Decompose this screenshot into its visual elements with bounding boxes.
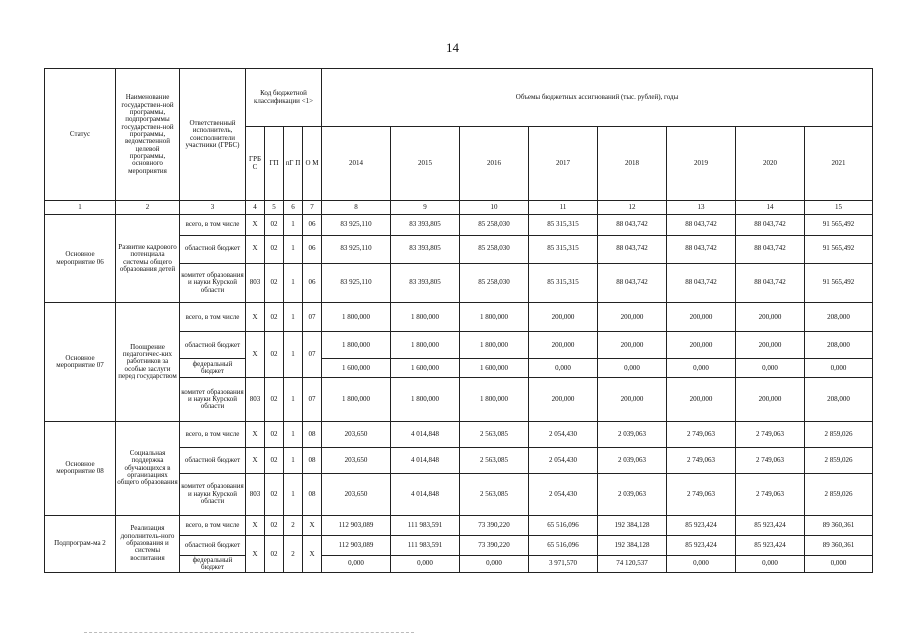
value-2014: 1 800,000	[322, 332, 391, 359]
row-name: Поощрение педагогичес-ких работников за особые заслуги перед государством	[116, 303, 180, 422]
value-2017: 85 315,315	[529, 235, 598, 263]
value-2016: 1 800,000	[460, 378, 529, 422]
value-2015: 83 393,805	[391, 263, 460, 303]
value-2018: 2 039,063	[598, 447, 667, 473]
value-2017: 2 054,430	[529, 447, 598, 473]
value-2016: 2 563,085	[460, 421, 529, 447]
value-2018: 74 120,537	[598, 556, 667, 573]
value-2016: 85 258,030	[460, 235, 529, 263]
value-2017: 85 315,315	[529, 214, 598, 235]
column-number: 1	[45, 201, 116, 215]
value-2015: 83 393,805	[391, 214, 460, 235]
value-2019: 85 923,424	[667, 536, 736, 556]
value-2020: 200,000	[736, 332, 805, 359]
value-2015: 111 983,591	[391, 536, 460, 556]
value-2021: 0,000	[805, 359, 873, 378]
row-responsible: всего, в том числе	[180, 303, 246, 332]
value-2017: 65 516,096	[529, 515, 598, 536]
code-om: Х	[303, 515, 322, 536]
code-grbs: Х	[246, 536, 265, 573]
code-gp: 02	[265, 235, 284, 263]
value-2017: 2 054,430	[529, 421, 598, 447]
value-2017: 2 054,430	[529, 474, 598, 516]
header-responsible: Ответственный исполнитель, соисполнители участники (ГРБС)	[180, 69, 246, 201]
code-pgp: 2	[284, 536, 303, 573]
code-gp: 02	[265, 421, 284, 447]
value-2014: 1 800,000	[322, 378, 391, 422]
value-2021: 91 565,492	[805, 235, 873, 263]
value-2021: 2 859,026	[805, 421, 873, 447]
value-2015: 1 600,000	[391, 359, 460, 378]
code-grbs: Х	[246, 332, 265, 378]
value-2021: 208,000	[805, 332, 873, 359]
code-grbs: 803	[246, 378, 265, 422]
value-2016: 85 258,030	[460, 263, 529, 303]
row-name: Социальная поддержка обучающихся в организациях общего образования	[116, 421, 180, 515]
value-2019: 2 749,063	[667, 447, 736, 473]
value-2016: 73 390,220	[460, 536, 529, 556]
value-2016: 1 800,000	[460, 303, 529, 332]
code-grbs: 803	[246, 474, 265, 516]
page-number: 14	[446, 40, 459, 55]
value-2018: 192 384,128	[598, 536, 667, 556]
column-number: 12	[598, 201, 667, 215]
code-gp: 02	[265, 214, 284, 235]
header-year: 2016	[460, 127, 529, 201]
value-2021: 91 565,492	[805, 214, 873, 235]
value-2020: 200,000	[736, 378, 805, 422]
column-number: 6	[284, 201, 303, 215]
column-number: 10	[460, 201, 529, 215]
header-volumes: Объемы бюджетных ассигнований (тыс. рублей), годы	[322, 69, 873, 127]
header-budget-code: Код бюджетной классификации <1>	[246, 69, 322, 127]
value-2021: 89 360,361	[805, 515, 873, 536]
value-2020: 0,000	[736, 359, 805, 378]
header-year: 2019	[667, 127, 736, 201]
code-om: 08	[303, 474, 322, 516]
value-2015: 1 800,000	[391, 332, 460, 359]
row-status: Основное мероприятие 06	[45, 214, 116, 302]
row-name: Реализация дополнитель-ного образования и системы воспитания	[116, 515, 180, 572]
value-2015: 4 014,848	[391, 447, 460, 473]
code-om: 06	[303, 235, 322, 263]
value-2018: 200,000	[598, 378, 667, 422]
column-number: 13	[667, 201, 736, 215]
row-responsible: комитет образования и науки Курской области	[180, 378, 246, 422]
value-2017: 200,000	[529, 378, 598, 422]
value-2017: 65 516,096	[529, 536, 598, 556]
value-2014: 83 925,110	[322, 263, 391, 303]
row-responsible: всего, в том числе	[180, 421, 246, 447]
value-2015: 1 800,000	[391, 378, 460, 422]
row-responsible: областной бюджет	[180, 332, 246, 359]
header-code-pgp: пГ П	[284, 127, 303, 201]
code-grbs: Х	[246, 515, 265, 536]
value-2019: 88 043,742	[667, 214, 736, 235]
header-code-gp: ГП	[265, 127, 284, 201]
row-status: Основное мероприятие 08	[45, 421, 116, 515]
value-2014: 1 800,000	[322, 303, 391, 332]
column-number: 4	[246, 201, 265, 215]
value-2020: 200,000	[736, 303, 805, 332]
value-2018: 88 043,742	[598, 263, 667, 303]
header-year: 2018	[598, 127, 667, 201]
value-2015: 4 014,848	[391, 474, 460, 516]
code-om: 06	[303, 214, 322, 235]
row-status: Подпрограм-ма 2	[45, 515, 116, 572]
value-2014: 1 600,000	[322, 359, 391, 378]
code-pgp: 1	[284, 263, 303, 303]
header-status: Статус	[45, 69, 116, 201]
budget-allocation-table	[44, 68, 873, 573]
code-pgp: 1	[284, 474, 303, 516]
column-number: 2	[116, 201, 180, 215]
value-2015: 111 983,591	[391, 515, 460, 536]
value-2018: 88 043,742	[598, 235, 667, 263]
code-om: 08	[303, 447, 322, 473]
header-year: 2021	[805, 127, 873, 201]
value-2021: 89 360,361	[805, 536, 873, 556]
footer-rule	[84, 632, 414, 634]
value-2019: 200,000	[667, 332, 736, 359]
code-grbs: Х	[246, 447, 265, 473]
table-row	[45, 303, 873, 332]
code-grbs: Х	[246, 303, 265, 332]
column-number-row	[45, 201, 873, 215]
value-2020: 88 043,742	[736, 235, 805, 263]
value-2018: 200,000	[598, 332, 667, 359]
code-gp: 02	[265, 332, 284, 378]
value-2020: 2 749,063	[736, 421, 805, 447]
value-2019: 88 043,742	[667, 235, 736, 263]
row-status: Основное мероприятие 07	[45, 303, 116, 422]
value-2014: 112 903,089	[322, 515, 391, 536]
code-pgp: 1	[284, 447, 303, 473]
value-2014: 203,650	[322, 447, 391, 473]
value-2017: 200,000	[529, 332, 598, 359]
code-gp: 02	[265, 303, 284, 332]
code-om: 07	[303, 378, 322, 422]
value-2018: 192 384,128	[598, 515, 667, 536]
column-number: 7	[303, 201, 322, 215]
value-2016: 2 563,085	[460, 474, 529, 516]
value-2019: 200,000	[667, 303, 736, 332]
value-2017: 3 971,570	[529, 556, 598, 573]
code-grbs: Х	[246, 235, 265, 263]
row-name: Развитие кадрового потенциала системы общего образования детей	[116, 214, 180, 302]
value-2020: 88 043,742	[736, 263, 805, 303]
header-name: Наименование государствен-ной программы, подпрограммы государствен-ной программы, ведомственной целевой программы, основного мероприятия	[116, 69, 180, 201]
code-gp: 02	[265, 515, 284, 536]
code-grbs: 803	[246, 263, 265, 303]
code-om: Х	[303, 536, 322, 573]
row-responsible: всего, в том числе	[180, 214, 246, 235]
value-2014: 203,650	[322, 474, 391, 516]
column-number: 5	[265, 201, 284, 215]
value-2019: 0,000	[667, 359, 736, 378]
header-year: 2017	[529, 127, 598, 201]
header-year: 2020	[736, 127, 805, 201]
value-2014: 0,000	[322, 556, 391, 573]
code-om: 06	[303, 263, 322, 303]
row-responsible: всего, в том числе	[180, 515, 246, 536]
value-2020: 2 749,063	[736, 474, 805, 516]
column-number: 11	[529, 201, 598, 215]
code-gp: 02	[265, 447, 284, 473]
value-2018: 2 039,063	[598, 474, 667, 516]
value-2020: 85 923,424	[736, 536, 805, 556]
value-2018: 88 043,742	[598, 214, 667, 235]
column-number: 9	[391, 201, 460, 215]
value-2021: 2 859,026	[805, 474, 873, 516]
header-code-om: О М	[303, 127, 322, 201]
value-2016: 1 800,000	[460, 332, 529, 359]
code-om: 07	[303, 303, 322, 332]
code-pgp: 1	[284, 303, 303, 332]
value-2016: 85 258,030	[460, 214, 529, 235]
code-pgp: 1	[284, 421, 303, 447]
code-om: 07	[303, 332, 322, 378]
table-row	[45, 515, 873, 536]
value-2017: 0,000	[529, 359, 598, 378]
value-2014: 83 925,110	[322, 235, 391, 263]
column-number: 3	[180, 201, 246, 215]
value-2016: 73 390,220	[460, 515, 529, 536]
value-2014: 112 903,089	[322, 536, 391, 556]
value-2019: 0,000	[667, 556, 736, 573]
value-2015: 1 800,000	[391, 303, 460, 332]
value-2016: 0,000	[460, 556, 529, 573]
row-responsible: комитет образования и науки Курской области	[180, 474, 246, 516]
value-2021: 208,000	[805, 303, 873, 332]
value-2021: 2 859,026	[805, 447, 873, 473]
code-pgp: 1	[284, 332, 303, 378]
value-2020: 2 749,063	[736, 447, 805, 473]
value-2017: 200,000	[529, 303, 598, 332]
value-2014: 203,650	[322, 421, 391, 447]
value-2021: 0,000	[805, 556, 873, 573]
value-2020: 88 043,742	[736, 214, 805, 235]
code-pgp: 1	[284, 378, 303, 422]
value-2015: 0,000	[391, 556, 460, 573]
code-grbs: Х	[246, 214, 265, 235]
value-2019: 85 923,424	[667, 515, 736, 536]
code-grbs: Х	[246, 421, 265, 447]
value-2019: 200,000	[667, 378, 736, 422]
row-responsible: федеральный бюджет	[180, 556, 246, 573]
header-year: 2015	[391, 127, 460, 201]
code-gp: 02	[265, 263, 284, 303]
value-2016: 2 563,085	[460, 447, 529, 473]
value-2018: 0,000	[598, 359, 667, 378]
code-pgp: 2	[284, 515, 303, 536]
value-2019: 2 749,063	[667, 474, 736, 516]
column-number: 14	[736, 201, 805, 215]
value-2015: 83 393,805	[391, 235, 460, 263]
row-responsible: областной бюджет	[180, 536, 246, 556]
code-om: 08	[303, 421, 322, 447]
value-2015: 4 014,848	[391, 421, 460, 447]
code-pgp: 1	[284, 214, 303, 235]
header-year: 2014	[322, 127, 391, 201]
value-2021: 208,000	[805, 378, 873, 422]
code-pgp: 1	[284, 235, 303, 263]
code-gp: 02	[265, 536, 284, 573]
value-2018: 200,000	[598, 303, 667, 332]
value-2021: 91 565,492	[805, 263, 873, 303]
row-responsible: комитет образования и науки Курской области	[180, 263, 246, 303]
header-code-grbs: ГРБ С	[246, 127, 265, 201]
row-responsible: федеральный бюджет	[180, 359, 246, 378]
row-responsible: областной бюджет	[180, 235, 246, 263]
table-row	[45, 214, 873, 235]
code-gp: 02	[265, 378, 284, 422]
value-2016: 1 600,000	[460, 359, 529, 378]
code-gp: 02	[265, 474, 284, 516]
value-2020: 0,000	[736, 556, 805, 573]
row-responsible: областной бюджет	[180, 447, 246, 473]
value-2020: 85 923,424	[736, 515, 805, 536]
value-2014: 83 925,110	[322, 214, 391, 235]
value-2019: 2 749,063	[667, 421, 736, 447]
column-number: 15	[805, 201, 873, 215]
value-2018: 2 039,063	[598, 421, 667, 447]
header-row-top	[45, 69, 873, 127]
value-2019: 88 043,742	[667, 263, 736, 303]
table-row	[45, 421, 873, 447]
value-2017: 85 315,315	[529, 263, 598, 303]
column-number: 8	[322, 201, 391, 215]
